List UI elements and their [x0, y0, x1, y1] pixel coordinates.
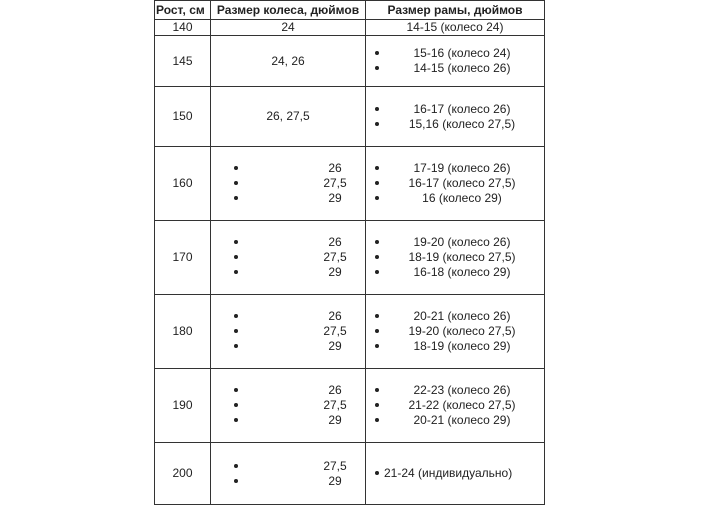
- bullet-icon: [234, 464, 238, 468]
- bullet-icon: [375, 166, 379, 170]
- bullet-icon: [375, 107, 379, 111]
- bullet-icon: [234, 255, 238, 259]
- height-cell: 200: [155, 443, 211, 505]
- wheel-list: [211, 383, 365, 428]
- bullet-icon: [375, 344, 379, 348]
- wheel-cell: 26, 27,5: [211, 87, 366, 147]
- frame-cell: [366, 443, 545, 505]
- size-table: [154, 0, 545, 505]
- list-item: [366, 339, 544, 354]
- frame-list: [366, 383, 544, 428]
- bullet-icon: [375, 471, 379, 475]
- bullet-icon: [234, 166, 238, 170]
- list-item: [211, 474, 365, 489]
- frame-size-value: 16-18 (колесо 29): [413, 265, 511, 279]
- table-row: [155, 36, 545, 87]
- bullet-icon: [234, 196, 238, 200]
- bullet-icon: [234, 388, 238, 392]
- bullet-icon: [375, 329, 379, 333]
- frame-cell: 14-15 (колесо 24): [366, 20, 545, 36]
- wheel-list: [211, 161, 365, 206]
- list-item: [366, 466, 544, 481]
- frame-cell: [366, 221, 545, 295]
- table-row: [155, 295, 545, 369]
- wheel-size-value: 29: [328, 473, 342, 488]
- bullet-icon: [234, 344, 238, 348]
- list-item: [211, 191, 365, 206]
- wheel-cell: [211, 221, 366, 295]
- bullet-icon: [375, 403, 379, 407]
- header-wheel: Размер колеса, дюймов: [211, 1, 366, 20]
- wheel-size-value: 29: [328, 413, 342, 427]
- list-item: [366, 191, 544, 206]
- list-item: [366, 324, 544, 339]
- bullet-icon: [234, 314, 238, 318]
- list-item: [211, 309, 365, 324]
- table-row: [155, 87, 545, 147]
- wheel-list: [211, 309, 365, 354]
- height-cell: 170: [155, 221, 211, 295]
- list-item: [366, 413, 544, 428]
- height-cell: 160: [155, 147, 211, 221]
- wheel-cell: [211, 369, 366, 443]
- list-item: [211, 339, 365, 354]
- height-cell: 140: [155, 20, 211, 36]
- bullet-icon: [375, 51, 379, 55]
- wheel-cell: 24, 26: [211, 36, 366, 87]
- wheel-size-value: 26: [328, 309, 342, 323]
- frame-size-value: 21-24 (индивидуально): [384, 466, 513, 480]
- bullet-icon: [234, 403, 238, 407]
- frame-cell: [366, 87, 545, 147]
- wheel-cell: [211, 295, 366, 369]
- height-cell: 150: [155, 87, 211, 147]
- wheel-list: [211, 235, 365, 280]
- wheel-size-value: 29: [328, 265, 342, 279]
- list-item: [211, 161, 365, 176]
- bullet-icon: [375, 196, 379, 200]
- list-item: [211, 324, 365, 339]
- bullet-icon: [234, 418, 238, 422]
- bullet-icon: [375, 255, 379, 259]
- height-cell: 145: [155, 36, 211, 87]
- frame-size-value: 15-16 (колесо 24): [413, 46, 511, 60]
- wheel-size-value: 26: [328, 235, 342, 249]
- list-item: [366, 102, 544, 117]
- wheel-list: [211, 459, 365, 489]
- height-cell: 190: [155, 369, 211, 443]
- list-item: [366, 61, 544, 76]
- wheel-size-value: 27,5: [323, 250, 347, 264]
- frame-size-value: 16-17 (колесо 26): [413, 101, 511, 116]
- frame-size-value: 14-15 (колесо 26): [413, 61, 511, 75]
- frame-cell: [366, 36, 545, 87]
- wheel-size-value: 27,5: [323, 458, 347, 473]
- frame-size-value: 21-22 (колесо 27,5): [408, 398, 516, 412]
- frame-list: [366, 46, 544, 76]
- frame-size-value: 20-21 (колесо 29): [413, 413, 511, 427]
- list-item: [211, 383, 365, 398]
- bullet-icon: [375, 66, 379, 70]
- wheel-cell: [211, 147, 366, 221]
- wheel-cell: 24: [211, 20, 366, 36]
- wheel-size-value: 27,5: [323, 398, 347, 412]
- header-frame: Размер рамы, дюймов: [366, 1, 545, 20]
- wheel-cell: [211, 443, 366, 505]
- wheel-size-value: 27,5: [323, 176, 347, 190]
- wheel-size-value: 29: [328, 191, 342, 205]
- frame-size-value: 19-20 (колесо 27,5): [408, 324, 516, 338]
- frame-size-value: 18-19 (колесо 27,5): [408, 250, 516, 264]
- list-item: [366, 161, 544, 176]
- wheel-size-value: 29: [328, 339, 342, 353]
- list-item: [211, 459, 365, 474]
- bullet-icon: [234, 329, 238, 333]
- bullet-icon: [234, 270, 238, 274]
- bullet-icon: [375, 418, 379, 422]
- list-item: [211, 235, 365, 250]
- list-item: [366, 309, 544, 324]
- bullet-icon: [234, 181, 238, 185]
- bullet-icon: [375, 314, 379, 318]
- frame-size-value: 16-17 (колесо 27,5): [408, 176, 516, 190]
- frame-list: [366, 235, 544, 280]
- frame-list: [366, 466, 544, 481]
- frame-cell: [366, 147, 545, 221]
- list-item: [366, 265, 544, 280]
- list-item: [211, 250, 365, 265]
- table-row: [155, 147, 545, 221]
- bullet-icon: [375, 388, 379, 392]
- table-row: [155, 443, 545, 505]
- list-item: [211, 176, 365, 191]
- list-item: [211, 413, 365, 428]
- frame-cell: [366, 369, 545, 443]
- wheel-size-value: 27,5: [323, 324, 347, 338]
- list-item: [366, 383, 544, 398]
- height-cell: 180: [155, 295, 211, 369]
- frame-size-value: 20-21 (колесо 26): [413, 309, 511, 323]
- bullet-icon: [375, 240, 379, 244]
- list-item: [366, 235, 544, 250]
- frame-size-value: 19-20 (колесо 26): [413, 235, 511, 249]
- frame-size-value: 18-19 (колесо 29): [413, 339, 511, 353]
- table-row: [155, 369, 545, 443]
- table-row: [155, 20, 545, 36]
- list-item: [211, 265, 365, 280]
- list-item: [366, 250, 544, 265]
- list-item: [366, 398, 544, 413]
- list-item: [211, 398, 365, 413]
- frame-list: [366, 161, 544, 206]
- bullet-icon: [234, 240, 238, 244]
- wheel-size-value: 26: [328, 383, 342, 397]
- frame-size-value: 16 (колесо 29): [422, 191, 502, 205]
- header-height: Рост, см: [155, 1, 211, 20]
- bullet-icon: [375, 122, 379, 126]
- bullet-icon: [375, 181, 379, 185]
- frame-list: [366, 102, 544, 132]
- frame-size-value: 22-23 (колесо 26): [413, 383, 511, 397]
- frame-size-value: 15,16 (колесо 27,5): [408, 116, 516, 131]
- frame-cell: [366, 295, 545, 369]
- list-item: [366, 46, 544, 61]
- table-row: [155, 221, 545, 295]
- list-item: [366, 117, 544, 132]
- frame-size-value: 17-19 (колесо 26): [413, 161, 511, 175]
- list-item: [366, 176, 544, 191]
- header-row: [155, 1, 545, 20]
- frame-list: [366, 309, 544, 354]
- wheel-size-value: 26: [328, 161, 342, 175]
- bullet-icon: [375, 270, 379, 274]
- bullet-icon: [234, 479, 238, 483]
- size-chart: [154, 0, 544, 505]
